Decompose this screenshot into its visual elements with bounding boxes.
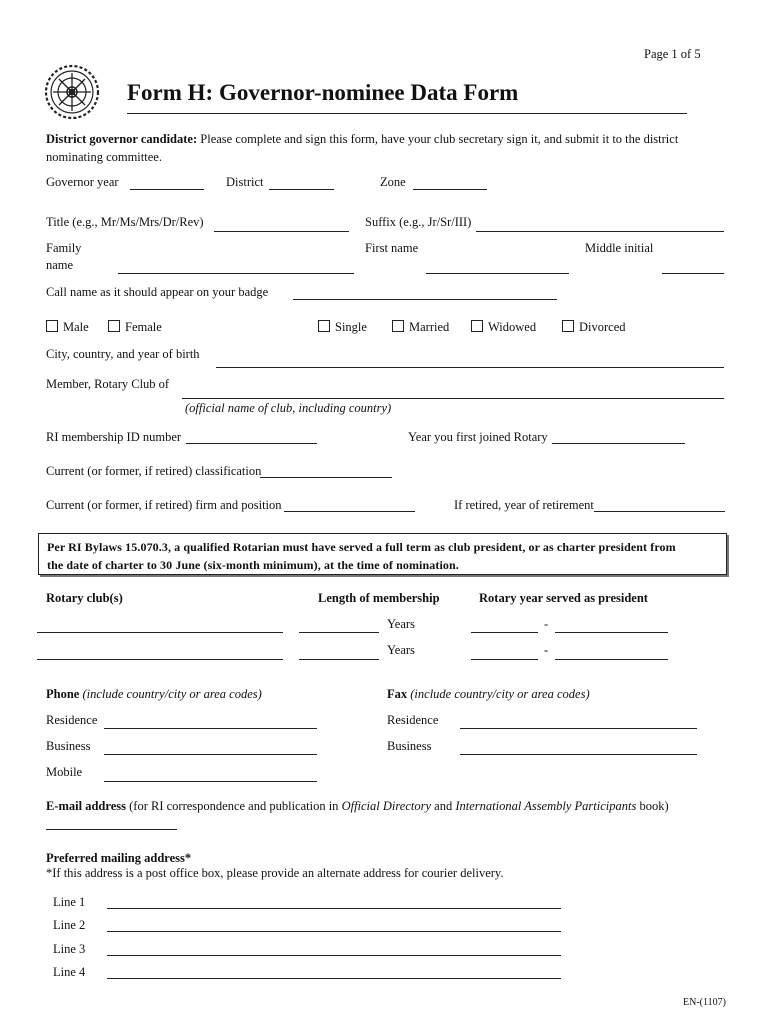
fax-residence-field[interactable]: [460, 728, 697, 729]
phone-hint: (include country/city or area codes): [82, 687, 262, 701]
male-checkbox[interactable]: [46, 320, 58, 332]
year-joined-label: Year you first joined Rotary: [408, 430, 548, 444]
fax-business-field[interactable]: [460, 754, 697, 755]
address-line3-field[interactable]: [107, 955, 561, 956]
family-name-field[interactable]: [118, 273, 354, 274]
family-name-label: Family: [46, 241, 82, 255]
email-text-a: (for RI correspondence and publication in: [129, 799, 339, 813]
divorced-checkbox[interactable]: [562, 320, 574, 332]
years-label-1: Years: [387, 617, 415, 631]
club-field-1[interactable]: [37, 632, 283, 633]
intro-text: [46, 132, 678, 147]
classification-field[interactable]: [260, 477, 392, 478]
bylaws-notice-line2: the date of charter to 30 June (six-month minimum), at the time of nomination.: [47, 558, 459, 572]
phone-heading: [46, 687, 262, 702]
district-label: District: [226, 175, 264, 189]
member-club-label: Member, Rotary Club of: [46, 377, 170, 391]
fax-business-label: Business: [387, 739, 432, 753]
form-title: Form H: Governor-nominee Data Form: [127, 80, 519, 105]
president-year-header: Rotary year served as president: [479, 591, 648, 605]
phone-residence-field[interactable]: [104, 728, 317, 729]
birth-info-label: City, country, and year of birth: [46, 347, 200, 361]
length-header: Length of membership: [318, 591, 440, 605]
suffix-label: Suffix (e.g., Jr/Sr/III): [365, 215, 472, 229]
clubs-header: Rotary club(s): [46, 591, 123, 605]
year-retirement-field[interactable]: [594, 511, 725, 512]
phone-mobile-field[interactable]: [104, 781, 317, 782]
address-line2-field[interactable]: [107, 931, 561, 932]
married-checkbox[interactable]: [392, 320, 404, 332]
length-field-1[interactable]: [299, 632, 379, 633]
member-club-hint: (official name of club, including country): [185, 401, 392, 415]
single-checkbox[interactable]: [318, 320, 330, 332]
fax-heading: [387, 687, 590, 702]
family-name-label-2: name: [46, 258, 74, 272]
birth-info-field[interactable]: [216, 367, 724, 368]
email-field[interactable]: [46, 829, 177, 830]
middle-initial-label: Middle initial: [585, 241, 654, 255]
president-end-field-1[interactable]: [555, 632, 668, 633]
ri-id-label: RI membership ID number: [46, 430, 182, 444]
address-line1-field[interactable]: [107, 908, 561, 909]
dash-2: -: [544, 643, 549, 657]
intro-text-line2: nominating committee.: [46, 150, 162, 164]
intro-label: District governor candidate:: [46, 132, 198, 146]
email-label: E-mail address: [46, 799, 126, 813]
single-label: Single: [335, 320, 367, 334]
male-label: Male: [63, 320, 89, 334]
fax-hint: (include country/city or area codes): [410, 687, 590, 701]
years-label-2: Years: [387, 643, 415, 657]
year-retirement-label: If retired, year of retirement: [454, 498, 594, 512]
middle-initial-field[interactable]: [662, 273, 724, 274]
president-start-field-2[interactable]: [471, 659, 538, 660]
governor-year-field[interactable]: [130, 189, 204, 190]
email-heading: [46, 799, 669, 814]
first-name-field[interactable]: [426, 273, 569, 274]
year-joined-field[interactable]: [552, 443, 685, 444]
club-field-2[interactable]: [37, 659, 283, 660]
address-line4-label: Line 4: [53, 965, 86, 979]
firm-position-field[interactable]: [284, 511, 415, 512]
member-club-field[interactable]: [182, 398, 724, 399]
zone-field[interactable]: [413, 189, 487, 190]
suffix-field[interactable]: [476, 231, 724, 232]
address-line1-label: Line 1: [53, 895, 86, 909]
first-name-label: First name: [365, 241, 419, 255]
fax-residence-label: Residence: [387, 713, 439, 727]
title-label: Title (e.g., Mr/Ms/Mrs/Dr/Rev): [46, 215, 204, 229]
call-name-field[interactable]: [293, 299, 557, 300]
classification-label: Current (or former, if retired) classification: [46, 464, 262, 478]
divorced-label: Divorced: [579, 320, 626, 334]
bylaws-notice: [38, 533, 727, 575]
phone-business-label: Business: [46, 739, 91, 753]
address-line3-label: Line 3: [53, 942, 86, 956]
page-number: Page 1 of 5: [644, 47, 701, 61]
phone-residence-label: Residence: [46, 713, 98, 727]
district-field[interactable]: [269, 189, 334, 190]
intro-text-line1: Please complete and sign this form, have your club secretary sign it, and submit it to the district: [200, 132, 679, 146]
zone-label: Zone: [380, 175, 406, 189]
mailing-label: Preferred mailing address*: [46, 851, 192, 865]
email-text-e: book): [639, 799, 669, 813]
fax-label: Fax: [387, 687, 408, 701]
female-label: Female: [125, 320, 162, 334]
president-start-field-1[interactable]: [471, 632, 538, 633]
phone-business-field[interactable]: [104, 754, 317, 755]
widowed-checkbox[interactable]: [471, 320, 483, 332]
phone-label: Phone: [46, 687, 80, 701]
phone-mobile-label: Mobile: [46, 765, 83, 779]
footer-code: EN-(1107): [683, 997, 726, 1008]
email-text-d: International Assembly Participants: [455, 799, 637, 813]
address-line2-label: Line 2: [53, 918, 86, 932]
title-underline: [127, 113, 687, 114]
female-checkbox[interactable]: [108, 320, 120, 332]
length-field-2[interactable]: [299, 659, 379, 660]
title-field[interactable]: [214, 231, 349, 232]
president-end-field-2[interactable]: [555, 659, 668, 660]
married-label: Married: [409, 320, 450, 334]
rotary-logo-icon: [44, 64, 100, 120]
governor-year-label: Governor year: [46, 175, 119, 189]
ri-id-field[interactable]: [186, 443, 317, 444]
call-name-label: Call name as it should appear on your badge: [46, 285, 269, 299]
dash-1: -: [544, 617, 549, 631]
address-line4-field[interactable]: [107, 978, 561, 979]
email-text-c: and: [434, 799, 453, 813]
widowed-label: Widowed: [488, 320, 537, 334]
bylaws-notice-line1: Per RI Bylaws 15.070.3, a qualified Rotarian must have served a full term as club president, or as charter president from: [47, 540, 676, 554]
firm-position-label: Current (or former, if retired) firm and position: [46, 498, 282, 512]
email-text-b: Official Directory: [341, 799, 432, 813]
mailing-note: *If this address is a post office box, please provide an alternate address for courier delivery.: [46, 866, 504, 880]
